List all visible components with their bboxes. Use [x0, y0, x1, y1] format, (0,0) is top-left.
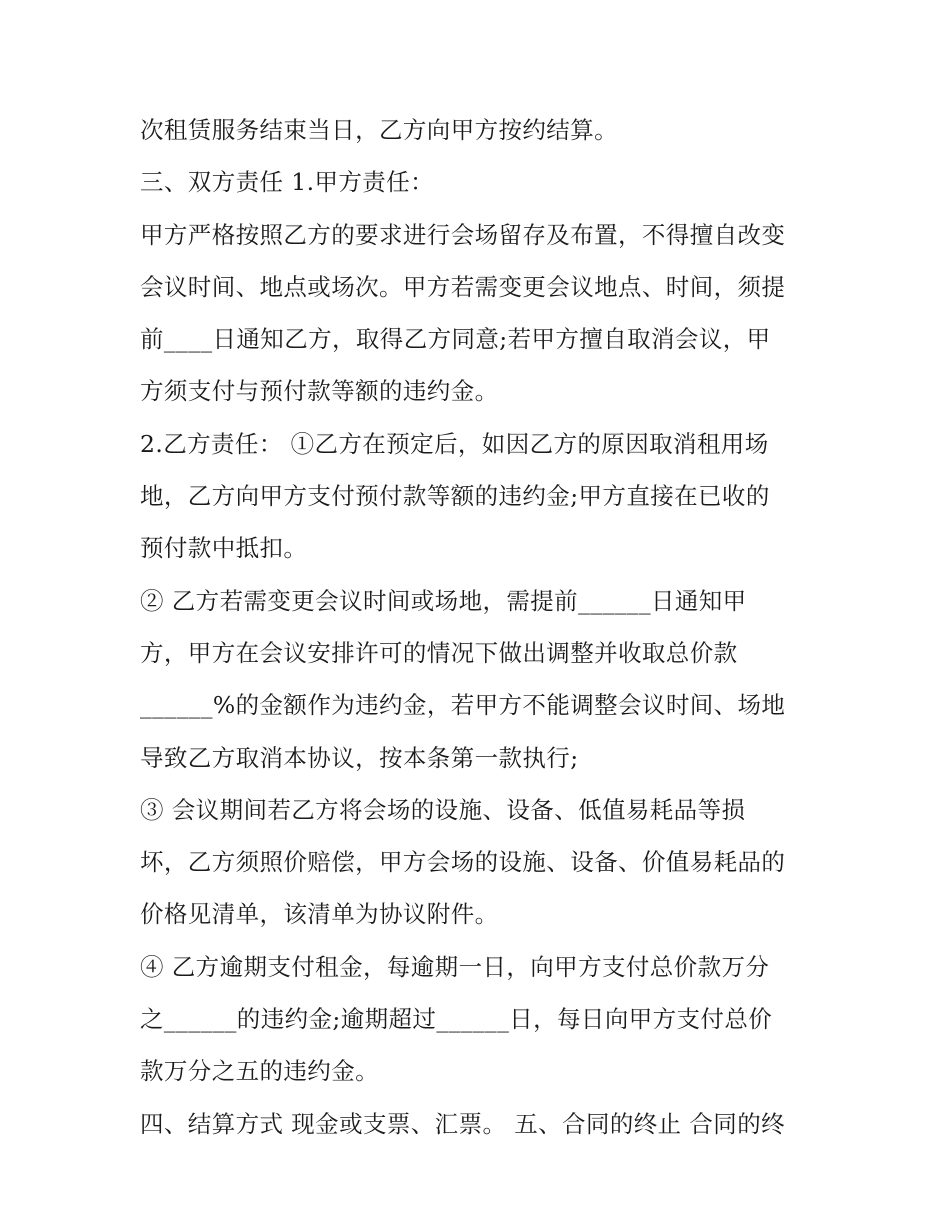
text-line: ______%的金额作为违约金，若甲方不能调整会议时间、场地	[140, 691, 786, 720]
text-line: 方须支付与预付款等额的违约金。	[140, 377, 499, 406]
text-line: 2.乙方责任： ①乙方在预定后，如因乙方的原因取消租用场	[140, 429, 769, 458]
text-line: ③ 会议期间若乙方将会场的设施、设备、低值易耗品等损	[140, 795, 746, 824]
text-line: 次租赁服务结束当日，乙方向甲方按约结算。	[140, 116, 618, 144]
text-line: 方，甲方在会议安排许可的情况下做出调整并收取总价款	[140, 638, 738, 667]
text-line: 甲方严格按照乙方的要求进行会场留存及布置，不得擅自改变	[140, 220, 786, 249]
section-heading-responsibilities: 三、双方责任 1.甲方责任：	[140, 168, 434, 197]
text-line: 导致乙方取消本协议，按本条第一款执行;	[140, 743, 579, 772]
text-line: 地，乙方向甲方支付预付款等额的违约金;甲方直接在已收的	[140, 482, 770, 511]
text-line: ④ 乙方逾期支付租金，每逾期一日，向甲方支付总价款万分	[140, 952, 770, 981]
document-body	[140, 104, 830, 1150]
text-line: 前____日通知乙方，取得乙方同意;若甲方擅自取消会议，甲	[140, 325, 771, 354]
text-line: 会议时间、地点或场次。甲方若需变更会议地点、时间，须提	[140, 272, 786, 301]
section-heading-settlement: 四、结算方式 现金或支票、汇票。 五、合同的终止 合同的终	[140, 1109, 786, 1138]
text-line: 款万分之五的违约金。	[140, 1057, 379, 1086]
text-line: 预付款中抵扣。	[140, 534, 308, 563]
text-line: 之______的违约金;逾期超过______日，每日向甲方支付总价	[140, 1005, 773, 1034]
text-line: 价格见清单，该清单为协议附件。	[140, 900, 499, 929]
text-line: ② 乙方若需变更会议时间或场地，需提前______日通知甲	[140, 586, 747, 615]
text-line: 坏，乙方须照价赔偿，甲方会场的设施、设备、价值易耗品的	[140, 848, 786, 877]
